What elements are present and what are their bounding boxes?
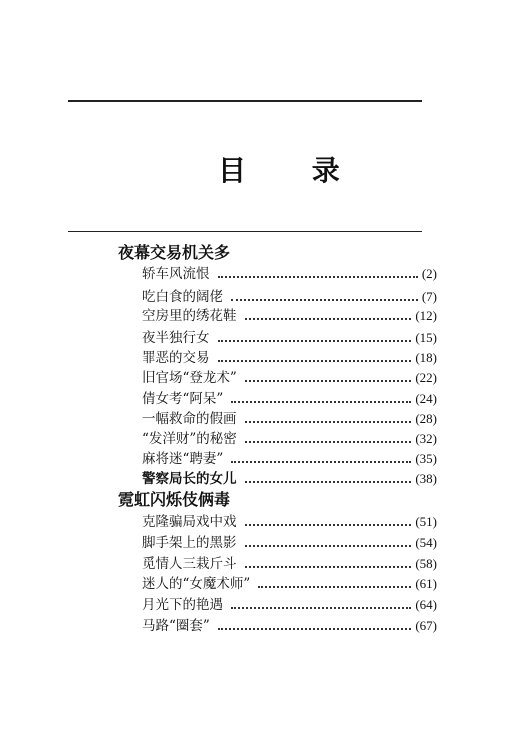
toc-entry-page: (58): [415, 556, 437, 571]
leader-dots: [231, 299, 418, 301]
toc-entry-title: 迷人的“女魔术师”: [142, 576, 251, 592]
toc-entry-page: (67): [415, 618, 437, 633]
top-rule: [68, 100, 422, 102]
leader-dots: [231, 607, 411, 609]
leader-dots: [245, 441, 412, 443]
toc-entry: [142, 552, 437, 572]
title-rule: [68, 231, 422, 232]
leader-dots: [245, 481, 412, 483]
leader-dots: [258, 586, 411, 588]
toc-entry-page: (64): [415, 597, 437, 612]
toc-entry-title: 一幅救命的假画: [142, 411, 237, 427]
toc-entry: [142, 531, 437, 551]
toc-entry: [142, 407, 437, 427]
toc-entry-title: 麻将迷“聘妻”: [142, 451, 224, 467]
section-heading: 夜幕交易机关多: [118, 243, 231, 262]
toc-entry-page: (22): [415, 370, 437, 385]
section-heading: 霓虹闪烁伎俩毒: [118, 490, 231, 509]
toc-entry-page: (7): [421, 289, 437, 304]
toc-entry-page: (38): [415, 471, 437, 486]
toc-entry-page: (12): [415, 308, 437, 323]
toc-entry-title: 空房里的绣花鞋: [142, 308, 237, 324]
toc-entry-title: 脚手架上的黑影: [142, 535, 237, 551]
toc-entry-title: 警察局长的女儿: [142, 471, 237, 487]
toc-entry-page: (35): [415, 451, 437, 466]
toc-entry: [142, 366, 437, 386]
leader-dots: [231, 401, 411, 403]
toc-entry-title: 倩女考“阿呆”: [142, 391, 224, 407]
page-title: 目 录: [218, 154, 368, 187]
toc-entry-title: 吃白食的阔佬: [142, 289, 223, 305]
toc-entry-title: 月光下的艳遇: [142, 597, 223, 613]
leader-dots: [245, 318, 412, 320]
leader-dots: [218, 360, 412, 362]
toc-entry-title: 罪恶的交易: [142, 350, 210, 366]
toc-entry-page: (2): [421, 266, 437, 281]
toc-entry-title: 马路“圈套”: [142, 618, 210, 634]
toc-entry-title: 旧官场“登龙术”: [142, 370, 237, 386]
toc-entry: [142, 346, 437, 366]
toc-entry: [142, 510, 437, 530]
leader-dots: [245, 421, 412, 423]
toc-entry: [142, 326, 437, 346]
leader-dots: [245, 380, 412, 382]
toc-entry: [142, 285, 437, 305]
toc-entry-title: 轿车风流恨: [142, 266, 210, 282]
leader-dots: [245, 566, 412, 568]
toc-entry: [142, 614, 437, 634]
leader-dots: [245, 524, 412, 526]
leader-dots: [245, 545, 412, 547]
toc-entry-page: (51): [415, 514, 437, 529]
toc-entry-title: “发洋财”的秘密: [142, 431, 237, 447]
toc-entry-title: 夜半独行女: [142, 330, 210, 346]
toc-entry-page: (24): [415, 391, 437, 406]
toc-entry-page: (18): [415, 350, 437, 365]
toc-entry-page: (32): [415, 431, 437, 446]
leader-dots: [218, 276, 418, 278]
toc-entry: [142, 304, 437, 324]
toc-entry: [142, 262, 437, 282]
toc-entry-title: 觅情人三栽斤斗: [142, 556, 237, 572]
toc-entry: [142, 447, 437, 467]
toc-entry-page: (61): [415, 576, 437, 591]
toc-entry-page: (54): [415, 535, 437, 550]
toc-entry: [142, 387, 437, 407]
leader-dots: [218, 628, 412, 630]
toc-entry-page: (15): [415, 330, 437, 345]
toc-entry-title: 克隆骗局戏中戏: [142, 514, 237, 530]
toc-entry: [142, 593, 437, 613]
toc-entry: [142, 427, 437, 447]
toc-entry-page: (28): [415, 411, 437, 426]
toc-entry: [142, 572, 437, 592]
toc-entry: [142, 467, 437, 487]
leader-dots: [218, 340, 412, 342]
leader-dots: [231, 461, 411, 463]
